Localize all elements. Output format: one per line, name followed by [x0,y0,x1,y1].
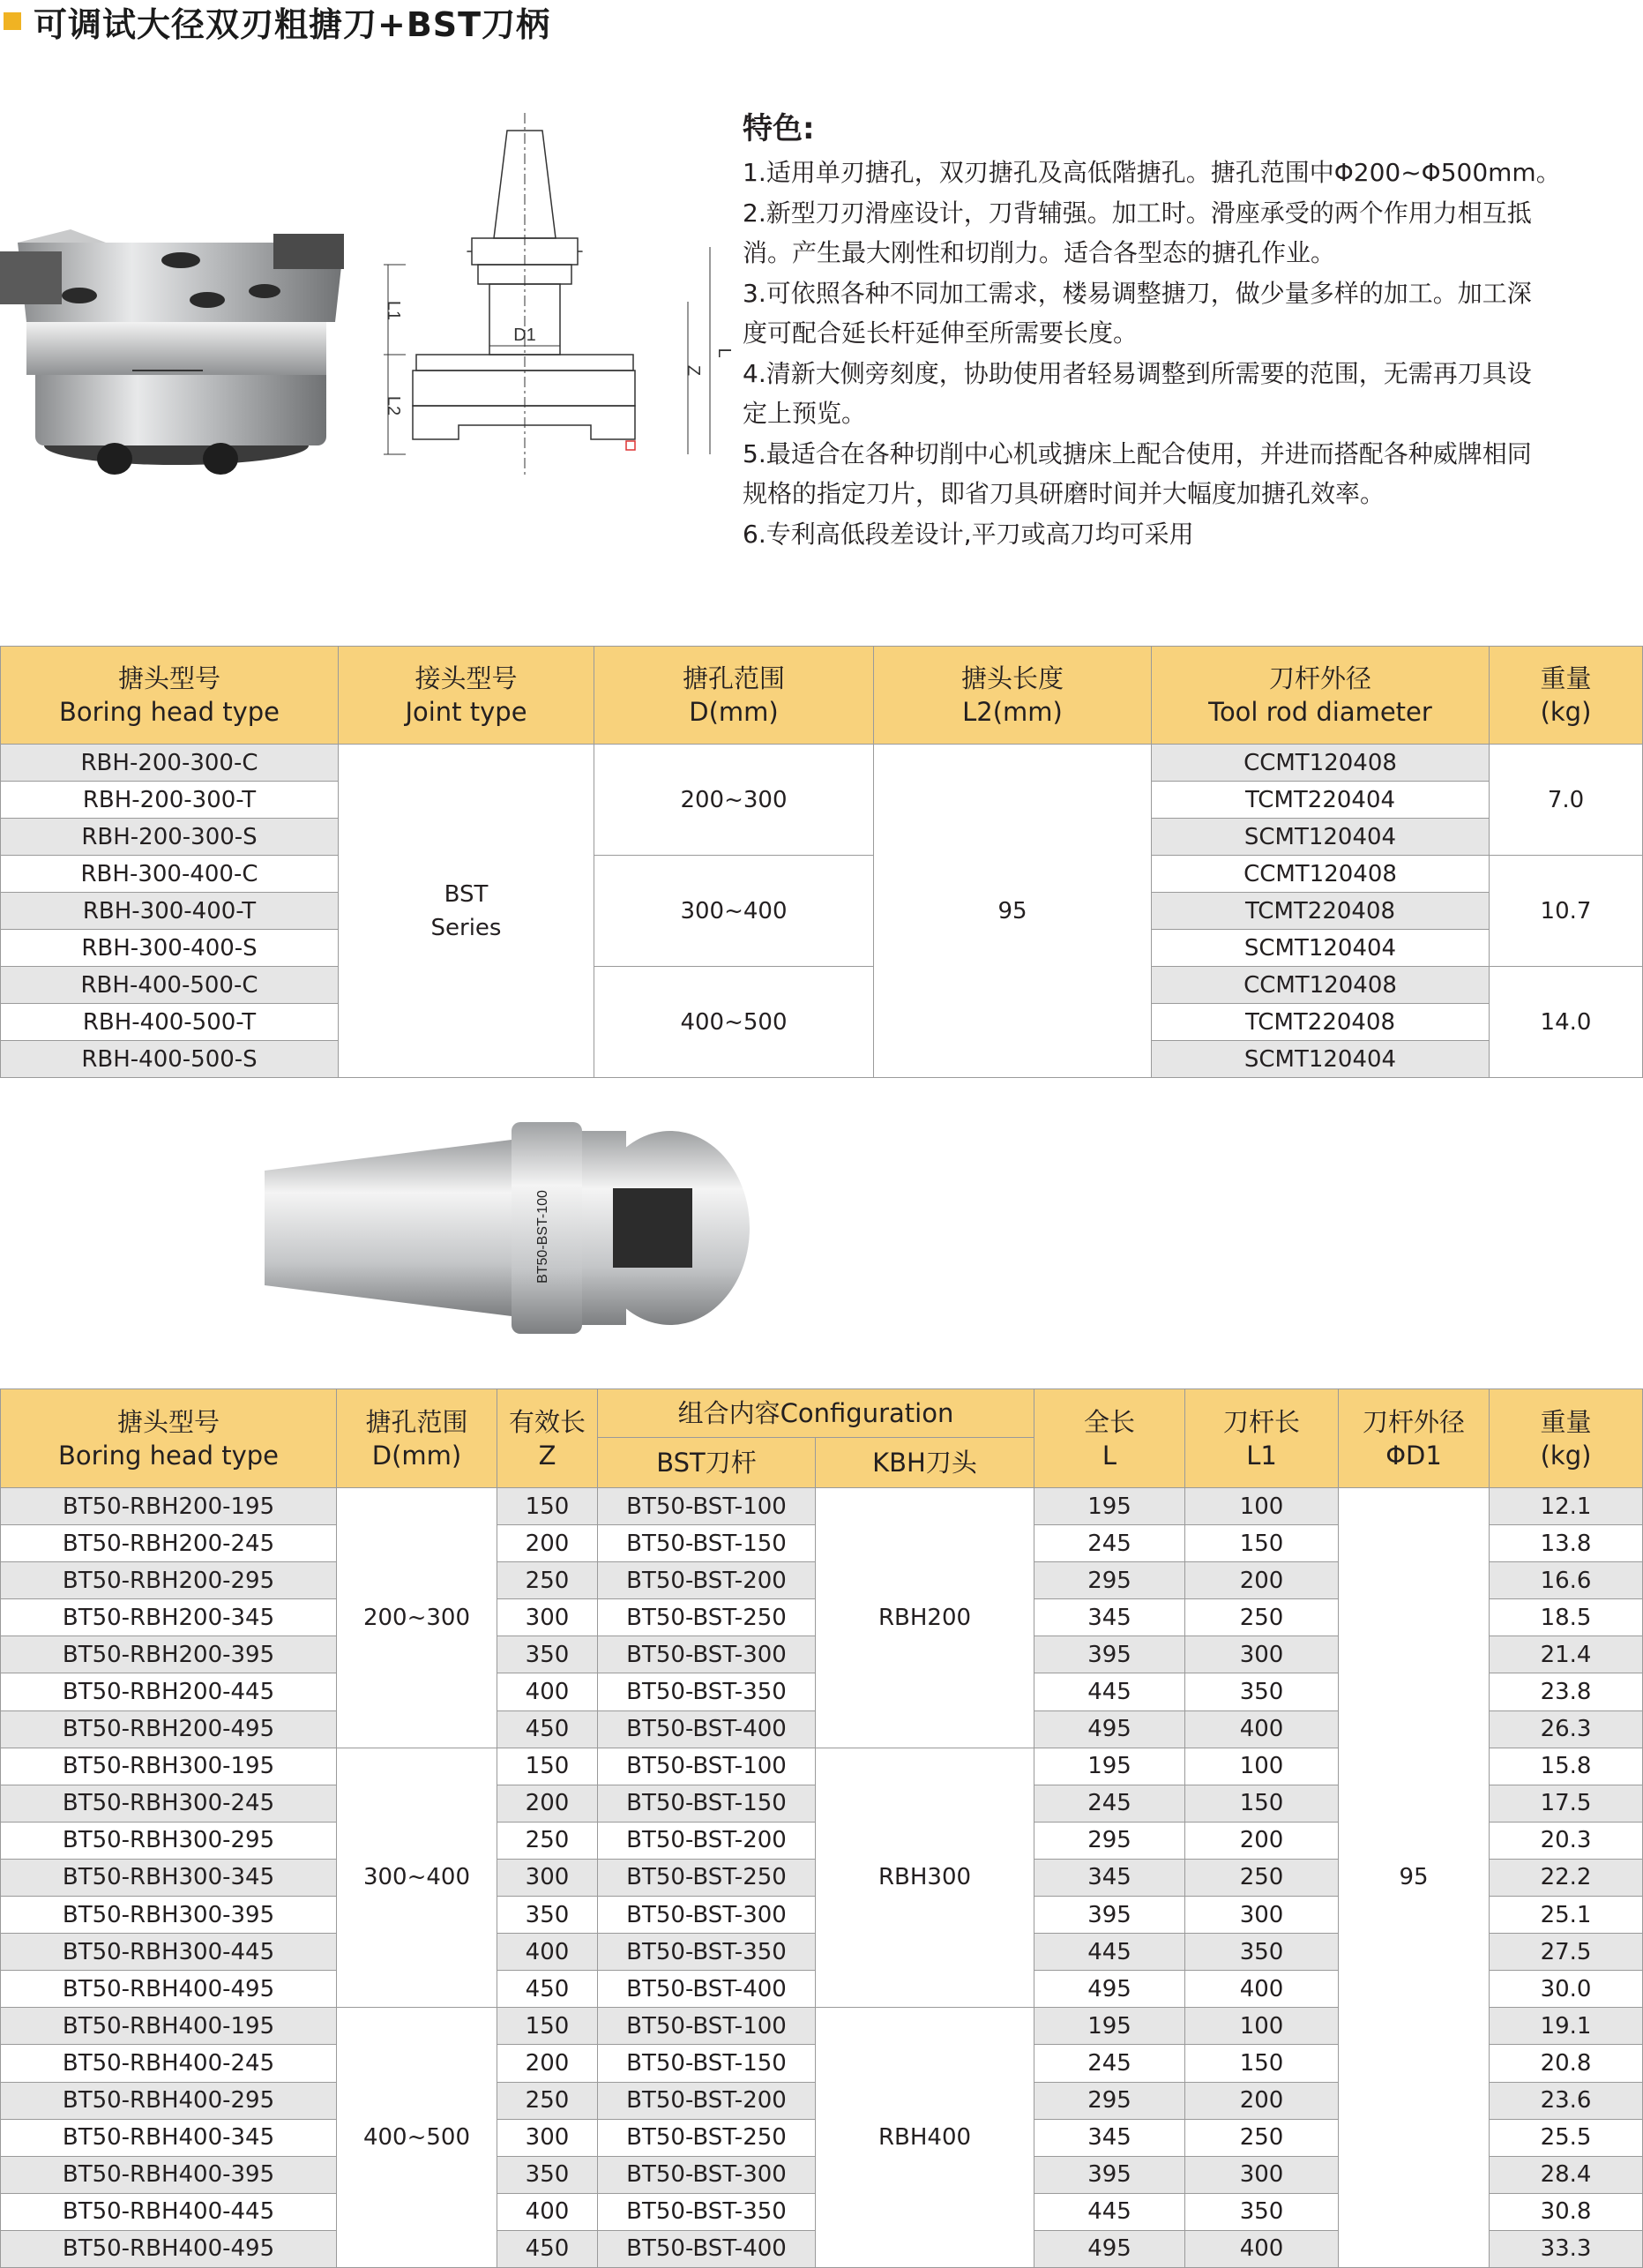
bst-holder-cell: BT50-BST-400 [598,2230,816,2267]
effective-length-cell: 350 [497,1636,598,1673]
rod-length-cell: 100 [1185,1488,1339,1525]
feature-line: 5.最适合在各种切削中心机或搪床上配合使用，并进而搭配各种威牌相同 [743,438,1532,468]
feature-line: 1.适用单刃搪孔，双刃搪孔及高低階搪孔。搪孔范围中Φ200~Φ500mm。 [743,158,1561,187]
total-length-cell: 495 [1034,2230,1185,2267]
weight-cell: 17.5 [1490,1785,1643,1822]
effective-length-cell: 200 [497,2045,598,2082]
kbh-head-cell: RBH200 [816,1488,1034,1748]
model-cell: RBH-400-500-S [1,1041,339,1078]
header-weight: 重量 (kg) [1490,1389,1643,1488]
effective-length-cell: 400 [497,1673,598,1710]
rod-length-cell: 350 [1185,1934,1339,1971]
effective-length-cell: 150 [497,1748,598,1785]
rod-length-cell: 250 [1185,2119,1339,2156]
table-header-row [1,1389,1643,1438]
weight-cell: 13.8 [1490,1525,1643,1562]
title-marker [4,12,21,30]
bst-holder-cell: BT50-BST-400 [598,1710,816,1748]
bst-holder-cell: BT50-BST-100 [598,1488,816,1525]
total-length-cell: 395 [1034,1897,1185,1934]
total-length-cell: 245 [1034,1785,1185,1822]
total-length-cell: 345 [1034,2119,1185,2156]
bst-holder-cell: BT50-BST-400 [598,1971,816,2008]
bst-holder-cell: BT50-BST-250 [598,1859,816,1896]
effective-length-cell: 250 [497,1562,598,1599]
model-cell: BT50-RBH400-195 [1,2008,337,2045]
kbh-head-cell: RBH300 [816,1748,1034,2008]
weight-cell: 12.1 [1490,1488,1643,1525]
feature-line: 4.清新大侧旁刻度，协助使用者轻易调整到所需要的范围，无需再刀具设 [743,358,1532,388]
feature-line: 定上预览。 [743,399,867,428]
effective-length-cell: 200 [497,1525,598,1562]
header-joint-type: 接头型号 Joint type [339,647,594,745]
bst-holder-cell: BT50-BST-250 [598,1599,816,1636]
header-rod-diameter: 刀杆外径 ΦD1 [1339,1389,1490,1488]
features-section [743,104,1638,554]
effective-length-cell: 200 [497,1785,598,1822]
model-cell: BT50-RBH400-445 [1,2193,337,2230]
model-cell: BT50-RBH200-445 [1,1673,337,1710]
range-cell: 300~400 [594,856,874,967]
header-head-length: 搪头长度 L2(mm) [874,647,1152,745]
effective-length-cell: 300 [497,1599,598,1636]
total-length-cell: 445 [1034,1934,1185,1971]
model-cell: BT50-RBH400-295 [1,2082,337,2119]
effective-length-cell: 450 [497,1971,598,2008]
page-title: 可调试大径双刃粗搪刀+BST刀柄 [34,4,551,44]
insert-cell: CCMT120408 [1152,856,1490,893]
model-cell: RBH-200-300-S [1,819,339,856]
model-cell: RBH-200-300-T [1,782,339,819]
effective-length-cell: 400 [497,2193,598,2230]
drawing-label-l1: L1 [384,300,403,321]
weight-cell: 23.8 [1490,1673,1643,1710]
bst-holder-cell: BT50-BST-150 [598,1525,816,1562]
total-length-cell: 395 [1034,1636,1185,1673]
rod-length-cell: 300 [1185,1897,1339,1934]
weight-cell: 18.5 [1490,1599,1643,1636]
rod-length-cell: 350 [1185,2193,1339,2230]
table-row [1,745,1643,782]
model-cell: RBH-300-400-C [1,856,339,893]
model-cell: RBH-300-400-T [1,893,339,930]
weight-cell: 28.4 [1490,2156,1643,2193]
rod-length-cell: 150 [1185,1525,1339,1562]
range-cell: 300~400 [337,1748,497,2008]
model-cell: RBH-400-500-T [1,1004,339,1041]
model-cell: BT50-RBH200-195 [1,1488,337,1525]
bst-holder-cell: BT50-BST-150 [598,1785,816,1822]
weight-cell: 25.5 [1490,2119,1643,2156]
effective-length-cell: 400 [497,1934,598,1971]
bst-holder-cell: BT50-BST-350 [598,2193,816,2230]
header-boring-range: 搪孔范围 D(mm) [594,647,874,745]
model-cell: BT50-RBH300-445 [1,1934,337,1971]
effective-length-cell: 150 [497,2008,598,2045]
rod-length-cell: 350 [1185,1673,1339,1710]
bst-holder-cell: BT50-BST-150 [598,2045,816,2082]
weight-cell: 26.3 [1490,1710,1643,1748]
insert-cell: TCMT220408 [1152,893,1490,930]
effective-length-cell: 350 [497,1897,598,1934]
rod-length-cell: 300 [1185,1636,1339,1673]
joint-type-cell: BST Series [339,745,594,1078]
weight-cell: 19.1 [1490,2008,1643,2045]
bst-holder-cell: BT50-BST-200 [598,1822,816,1859]
bst-holder-cell: BT50-BST-300 [598,1897,816,1934]
model-cell: BT50-RBH400-345 [1,2119,337,2156]
bst-combination-table [0,1388,1643,2268]
head-length-cell: 95 [874,745,1152,1078]
effective-length-cell: 300 [497,1859,598,1896]
rod-length-cell: 150 [1185,2045,1339,2082]
weight-cell: 30.0 [1490,1971,1643,2008]
model-cell: BT50-RBH400-495 [1,1971,337,2008]
bst-holder-cell: BT50-BST-200 [598,1562,816,1599]
model-cell: BT50-RBH300-345 [1,1859,337,1896]
total-length-cell: 445 [1034,1673,1185,1710]
total-length-cell: 295 [1034,2082,1185,2119]
weight-cell: 16.6 [1490,1562,1643,1599]
weight-cell: 21.4 [1490,1636,1643,1673]
total-length-cell: 245 [1034,2045,1185,2082]
header-boring-head-type: 搪头型号 Boring head type [1,1389,337,1488]
table-header-row [1,647,1643,745]
rod-length-cell: 200 [1185,1822,1339,1859]
model-cell: BT50-RBH400-395 [1,2156,337,2193]
boring-head-photo [0,207,362,481]
rod-length-cell: 300 [1185,2156,1339,2193]
weight-cell: 7.0 [1490,745,1643,856]
bst-holder-cell: BT50-BST-200 [598,2082,816,2119]
feature-line: 2.新型刀刃滑座设计，刀背辅强。加工时。滑座承受的两个作用力相互抵 [743,198,1532,228]
header-total-length: 全长 L [1034,1389,1185,1488]
total-length-cell: 245 [1034,1525,1185,1562]
header-tool-rod-diameter: 刀杆外径 Tool rod diameter [1152,647,1490,745]
weight-cell: 22.2 [1490,1859,1643,1896]
header-kbh-head: KBH刀头 [816,1438,1034,1488]
model-cell: RBH-400-500-C [1,967,339,1004]
bst-holder-cell: BT50-BST-300 [598,1636,816,1673]
model-cell: RBH-300-400-S [1,930,339,967]
total-length-cell: 295 [1034,1562,1185,1599]
header-rod-length: 刀杆长 L1 [1185,1389,1339,1488]
total-length-cell: 495 [1034,1971,1185,2008]
rod-length-cell: 400 [1185,1710,1339,1748]
header-weight: 重量 (kg) [1490,647,1643,745]
effective-length-cell: 450 [497,1710,598,1748]
model-cell: BT50-RBH300-395 [1,1897,337,1934]
weight-cell: 30.8 [1490,2193,1643,2230]
header-boring-head-type: 搪头型号 Boring head type [1,647,339,745]
model-cell: BT50-RBH300-245 [1,1785,337,1822]
weight-cell: 23.6 [1490,2082,1643,2119]
effective-length-cell: 250 [497,2082,598,2119]
rod-length-cell: 100 [1185,1748,1339,1785]
range-cell: 200~300 [337,1488,497,1748]
bst-holder-photo [256,1113,767,1343]
table-row [1,1488,1643,1525]
kbh-head-cell: RBH400 [816,2008,1034,2268]
bst-holder-cell: BT50-BST-350 [598,1673,816,1710]
model-cell: BT50-RBH200-345 [1,1599,337,1636]
insert-cell: TCMT220404 [1152,782,1490,819]
total-length-cell: 445 [1034,2193,1185,2230]
table-row [1,856,1643,893]
insert-cell: TCMT220408 [1152,1004,1490,1041]
range-cell: 400~500 [594,967,874,1078]
rod-length-cell: 150 [1185,1785,1339,1822]
boring-head-spec-table [0,646,1643,1078]
model-cell: BT50-RBH400-245 [1,2045,337,2082]
total-length-cell: 195 [1034,1748,1185,1785]
header-bst-holder: BST刀杆 [598,1438,816,1488]
total-length-cell: 195 [1034,2008,1185,2045]
table-row [1,967,1643,1004]
effective-length-cell: 250 [497,1822,598,1859]
effective-length-cell: 150 [497,1488,598,1525]
rod-length-cell: 250 [1185,1859,1339,1896]
model-cell: BT50-RBH400-495 [1,2230,337,2267]
rod-length-cell: 400 [1185,1971,1339,2008]
bst-holder-cell: BT50-BST-350 [598,1934,816,1971]
total-length-cell: 195 [1034,1488,1185,1525]
rod-length-cell: 200 [1185,1562,1339,1599]
model-cell: BT50-RBH200-295 [1,1562,337,1599]
insert-cell: SCMT120404 [1152,819,1490,856]
header-effective-length: 有效长 Z [497,1389,598,1488]
total-length-cell: 345 [1034,1859,1185,1896]
rod-length-cell: 400 [1185,2230,1339,2267]
range-cell: 400~500 [337,2008,497,2268]
weight-cell: 10.7 [1490,856,1643,967]
bst-holder-cell: BT50-BST-100 [598,2008,816,2045]
bst-holder-cell: BT50-BST-300 [598,2156,816,2193]
weight-cell: 15.8 [1490,1748,1643,1785]
drawing-label-l: L [714,348,734,358]
model-cell: RBH-200-300-C [1,745,339,782]
bst-holder-cell: BT50-BST-100 [598,1748,816,1785]
rod-length-cell: 250 [1185,1599,1339,1636]
drawing-label-l2: L2 [384,395,403,416]
holder-engraving: BT50-BST-100 [535,1190,550,1284]
feature-line: 消。产生最大刚性和切削力。适合各型态的搪孔作业。 [743,238,1336,267]
feature-line: 6.专利高低段差设计,平刀或高刀均可采用 [743,519,1194,549]
page-header [0,0,550,42]
model-cell: BT50-RBH300-195 [1,1748,337,1785]
rod-diameter-cell: 95 [1339,1488,1490,2268]
model-cell: BT50-RBH200-245 [1,1525,337,1562]
range-cell: 200~300 [594,745,874,856]
model-cell: BT50-RBH200-495 [1,1710,337,1748]
feature-line: 规格的指定刀片，即省刀具研磨时间并大幅度加搪孔效率。 [743,479,1385,508]
header-configuration: 组合内容Configuration [598,1389,1034,1438]
insert-cell: SCMT120404 [1152,930,1490,967]
header-boring-range: 搪孔范围 D(mm) [337,1389,497,1488]
model-cell: BT50-RBH300-295 [1,1822,337,1859]
effective-length-cell: 450 [497,2230,598,2267]
total-length-cell: 345 [1034,1599,1185,1636]
effective-length-cell: 350 [497,2156,598,2193]
weight-cell: 20.8 [1490,2045,1643,2082]
total-length-cell: 295 [1034,1822,1185,1859]
bst-holder-cell: BT50-BST-250 [598,2119,816,2156]
weight-cell: 33.3 [1490,2230,1643,2267]
weight-cell: 14.0 [1490,967,1643,1078]
insert-cell: SCMT120404 [1152,1041,1490,1078]
rod-length-cell: 200 [1185,2082,1339,2119]
insert-cell: CCMT120408 [1152,967,1490,1004]
technical-drawing [370,106,734,476]
rod-length-cell: 100 [1185,2008,1339,2045]
features-heading: 特色: [743,111,815,146]
total-length-cell: 495 [1034,1710,1185,1748]
drawing-label-z: Z [683,364,703,377]
total-length-cell: 395 [1034,2156,1185,2193]
feature-line: 3.可依照各种不同加工需求，楼易调整搪刀，做少量多样的加工。加工深 [743,278,1532,308]
insert-cell: CCMT120408 [1152,745,1490,782]
model-cell: BT50-RBH200-395 [1,1636,337,1673]
effective-length-cell: 300 [497,2119,598,2156]
weight-cell: 25.1 [1490,1897,1643,1934]
weight-cell: 27.5 [1490,1934,1643,1971]
feature-line: 度可配合延长杆延伸至所需要长度。 [743,318,1139,348]
weight-cell: 20.3 [1490,1822,1643,1859]
drawing-label-d1: D1 [513,326,536,345]
